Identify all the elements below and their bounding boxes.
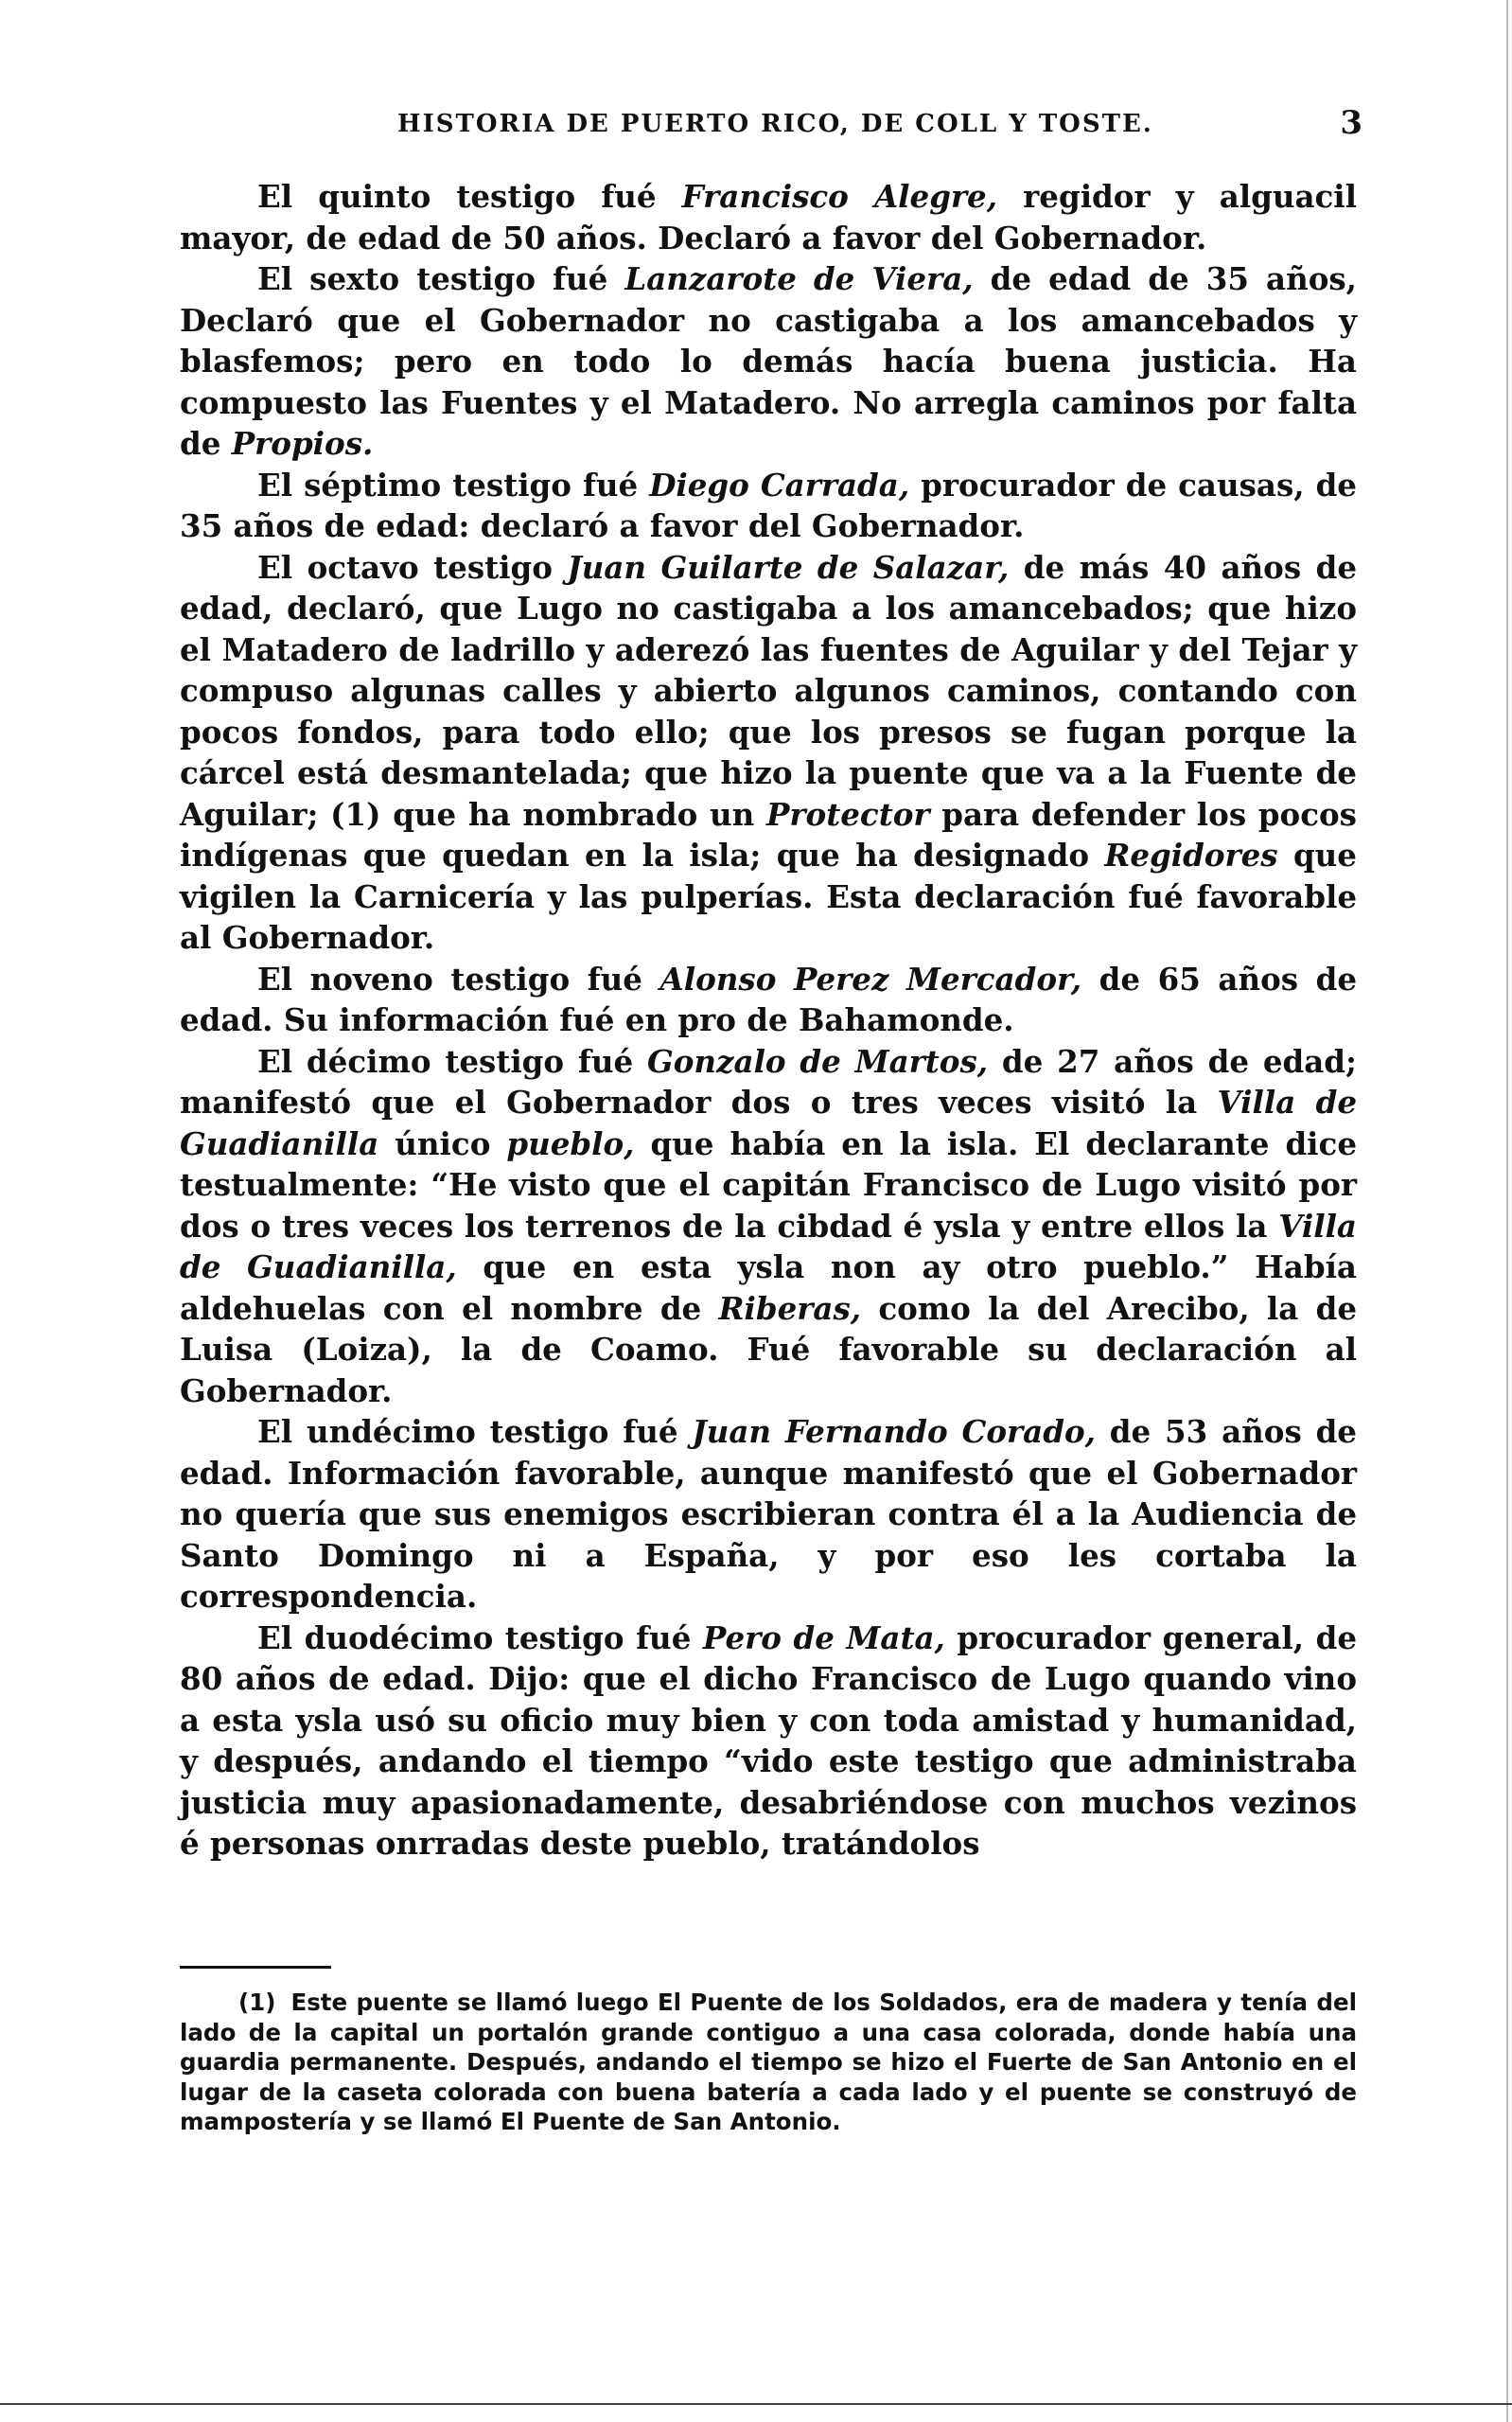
text-run: regidor y alguacil mayor, de edad de 50 años. Declaró a favor del Gobernador.: [180, 178, 1357, 256]
footnote-bold-name: El Puente de los Soldados,: [657, 1989, 1008, 2016]
text-run: El décimo testigo fué: [257, 1042, 647, 1080]
italic-name: Villa de Guadianilla,: [180, 1207, 1357, 1285]
italic-name: pueblo,: [506, 1124, 635, 1162]
footnote-text-run: en el lugar de la caseta colorada con buena batería a cada lado y el puente se construyó de mampostería y se llamó: [180, 2048, 1357, 2135]
text-run: para defender los pocos indígenas que quedan en la isla; que ha designado: [180, 795, 1357, 874]
paragraph: [180, 465, 1357, 547]
running-head: HISTORIA DE PUERTO RICO, DE COLL Y TOSTE.: [397, 110, 1153, 138]
footnote-body: [180, 1989, 1357, 2135]
text-run: de más 40 años de edad, declaró, que Lugo no castigaba a los amancebados; que hizo el Matadero de ladrillo y aderezó las fuentes de Aguilar y del Tejar y compuso algunas calles y abierto algunos caminos, contando con pocos fondos, para todo ello; que los presos se fugan porque la cárcel está desmantelada; que hizo la puente que va a la Fuente de Aguilar; (1) que ha nombrado un: [180, 548, 1357, 833]
italic-name: Villa de Guadianilla: [180, 1084, 1358, 1162]
text-run: El duodécimo testigo fué: [257, 1618, 703, 1656]
italic-name: Alonso Perez Mercador,: [659, 960, 1082, 998]
paragraph: [180, 176, 1357, 258]
paragraph: [180, 1041, 1357, 1412]
italic-name: Propios.: [231, 425, 374, 462]
text-run: de 65 años de edad. Su información fué en pro de Bahamonde.: [180, 960, 1357, 1038]
page-number: 3: [1340, 104, 1363, 142]
footnote-mark: (1): [238, 1989, 276, 2016]
paragraph: [180, 1618, 1357, 1865]
text-run: procurador general, de 80 años de edad. Dijo: que el dicho Francisco de Lugo quando vino a esta ysla usó su oficio muy bien y con toda amistad y humanidad, y después, andando el tiempo “vido este testigo que administraba justicia muy apasionadamente, desabriéndose con muchos vezinos é personas onrradas deste pueblo, tratándolos: [180, 1618, 1358, 1862]
italic-name: Juan Guilarte de Salazar,: [567, 548, 1010, 586]
paragraph: [180, 258, 1357, 465]
paragraph: [180, 959, 1357, 1041]
italic-name: Juan Fernando Corado,: [692, 1413, 1096, 1450]
text-run: El sexto testigo fué: [257, 260, 625, 297]
text-run: de edad de 35 años, Declaró que el Gobernador no castigaba a los amancebados y blasfemos; pero en todo lo demás hacía buena justicia. Ha compuesto las Fuentes y el Matadero. No arregla caminos por falta de: [180, 260, 1357, 462]
text-run: procurador de causas, de 35 años de edad: declaró a favor del Gobernador.: [180, 466, 1357, 544]
footnote: [180, 1988, 1357, 2137]
scan-edge-bottom: [0, 2403, 1512, 2405]
text-run: de 53 años de edad. Información favorable, aunque manifestó que el Gobernador no quería que sus enemigos escribieran contra él a la Audiencia de Santo Domingo ni a España, y por eso les cortaba la correspondencia.: [180, 1413, 1357, 1615]
body-text: [180, 176, 1357, 1865]
text-run: El quinto testigo fué: [257, 178, 682, 215]
text-run: de 27 años de edad; manifestó que el Gobernador dos o tres veces visitó la: [180, 1042, 1357, 1121]
scan-edge-right: [1506, 0, 1508, 2422]
italic-name: Protector: [765, 795, 930, 833]
italic-name: Gonzalo de Martos,: [647, 1042, 989, 1080]
text-run: El noveno testigo fué: [257, 960, 660, 998]
text-run: El undécimo testigo fué: [257, 1413, 693, 1450]
text-run: El octavo testigo: [257, 548, 568, 586]
text-run: que vigilen la Carnicería y las pulperías. Esta declaración fué favorable al Gobernador.: [180, 837, 1357, 956]
text-run: que había en la isla. El declarante dice testualmente: “He visto que el capitán Francisco de Lugo visitó por dos o tres veces los terrenos de la cibdad é ysla y entre ellos la: [180, 1124, 1357, 1245]
footnote-bold-name: Fuerte de San Antonio: [986, 2048, 1283, 2076]
italic-name: Lanzarote de Viera,: [624, 260, 974, 297]
italic-name: Francisco Alegre,: [681, 178, 998, 215]
paragraph: [180, 547, 1357, 959]
paragraph: [180, 1411, 1357, 1618]
text-run: como la del Arecibo, la de Luisa (Loiza), la de Coamo. Fué favorable su declaración al Gobernador.: [180, 1289, 1357, 1409]
footnote-text-run: era de madera y tenía del lado de la capital un portalón grande contiguo a una casa colorada, donde había una guardia permanente. Después, andando el tiempo se hizo el: [180, 1989, 1357, 2076]
text-run: único: [378, 1124, 507, 1162]
footnote-text-run: Este puente se llamó luego: [290, 1989, 658, 2016]
italic-name: Diego Carrada,: [649, 466, 910, 504]
page-header: [180, 106, 1363, 153]
italic-name: Regidores: [1104, 837, 1278, 874]
footnote-divider: [180, 1966, 331, 1969]
footnote-bold-name: El Puente de San Antonio.: [500, 2108, 841, 2135]
italic-name: Pero de Mata,: [702, 1618, 945, 1656]
text-run: El séptimo testigo fué: [257, 466, 650, 504]
text-run: que en esta ysla non ay otro pueblo.” Había aldehuelas con el nombre de: [180, 1248, 1357, 1327]
italic-name: Riberas,: [718, 1289, 862, 1327]
